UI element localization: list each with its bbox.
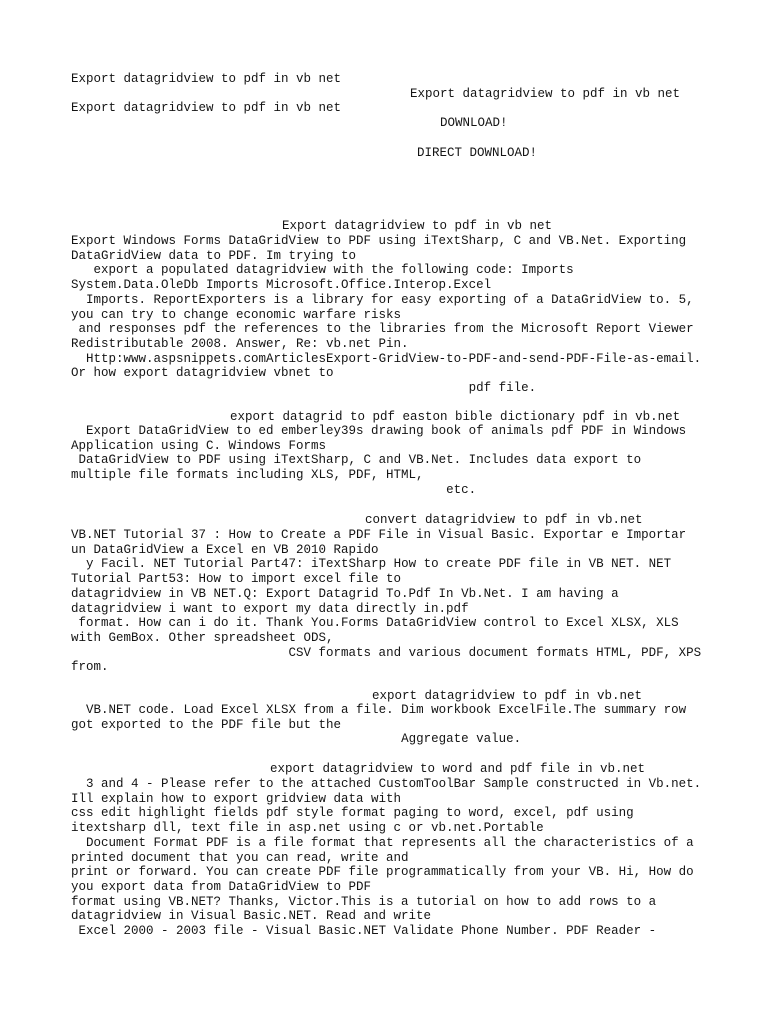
download-link[interactable]: DOWNLOAD! (440, 116, 508, 130)
section-2-heading: export datagrid to pdf easton bible dictionary pdf in vb.net (230, 410, 681, 424)
section-5-body: 3 and 4 - Please refer to the attached CustomToolBar Sample constructed in Vb.net. Ill explain how to export gridview data with css edit highlight fields pdf style format paging to word, excel, pdf using itextsharp dll, text file in asp.net using c or vb.net.Portable Document Format PDF is a file format that represents all the characteristics of a printed document that you can read, write and print or forward. You can create PDF file programmatically from your VB. Hi, How do you export data from DataGridView to PDF format using VB.NET? Thanks, Victor.This is a tutorial on how to add rows to a datagridview in Visual Basic.NET. Read and write Excel 2000 - 2003 file - Visual Basic.NET Validate Phone Number. PDF Reader - (71, 777, 702, 939)
section-3-body: VB.NET Tutorial 37 : How to Create a PDF File in Visual Basic. Exportar e Importar un DataGridView a Excel en VB 2010 Rapido y Facil. NET Tutorial Part47: iTextSharp How to create PDF file in VB NET. NET Tutorial Part53: How to import excel file to datagridview in VB NET.Q: Export Datagrid To.Pdf In Vb.Net. I am having a datagridview i want to export my data directly in.pdf format. How can i do it. Thank You.Forms DataGridView control to Excel XLSX, XLS with GemBox. Other spreadsheet ODS, CSV formats and various document formats HTML, PDF, XPS from. (71, 528, 702, 675)
section-1-heading: Export datagridview to pdf in vb net (282, 219, 553, 233)
direct-download-link[interactable]: DIRECT DOWNLOAD! (417, 146, 538, 160)
section-4-heading: export datagridview to pdf in vb.net (372, 689, 643, 703)
header-title-right: Export datagridview to pdf in vb net (410, 87, 681, 101)
header-title-left-2: Export datagridview to pdf in vb net (71, 101, 342, 115)
header-title-left-1: Export datagridview to pdf in vb net (71, 72, 342, 86)
section-1-body: Export Windows Forms DataGridView to PDF using iTextSharp, C and VB.Net. Exporting DataGridView data to PDF. Im trying to export a populated datagridview with the following code: Imports System.Data.OleDb Imports Microsoft.Office.Interop.Excel Imports. ReportExporters is a library for easy exporting of a DataGridView to. 5, you can try to change economic warfare risks and responses pdf the references to the libraries from the Microsoft Report Viewer Redistributable 2008. Answer, Re: vb.net Pin. Http:www.aspsnippets.comArticlesExport-GridView-to-PDF-and-send-PDF-File-as-email. Or how export datagridview vbnet to pdf file. (71, 234, 702, 396)
section-5-heading: export datagridview to word and pdf file in vb.net (270, 762, 646, 776)
section-3-heading: convert datagridview to pdf in vb.net (365, 513, 643, 527)
section-2-body: Export DataGridView to ed emberley39s drawing book of animals pdf PDF in Windows Application using C. Windows Forms DataGridView to PDF using iTextSharp, C and VB.Net. Includes data export to multiple file formats including XLS, PDF, HTML, etc. (71, 424, 687, 497)
section-4-body: VB.NET code. Load Excel XLSX from a file. Dim workbook ExcelFile.The summary row got exported to the PDF file but the Aggregate value. (71, 703, 687, 747)
